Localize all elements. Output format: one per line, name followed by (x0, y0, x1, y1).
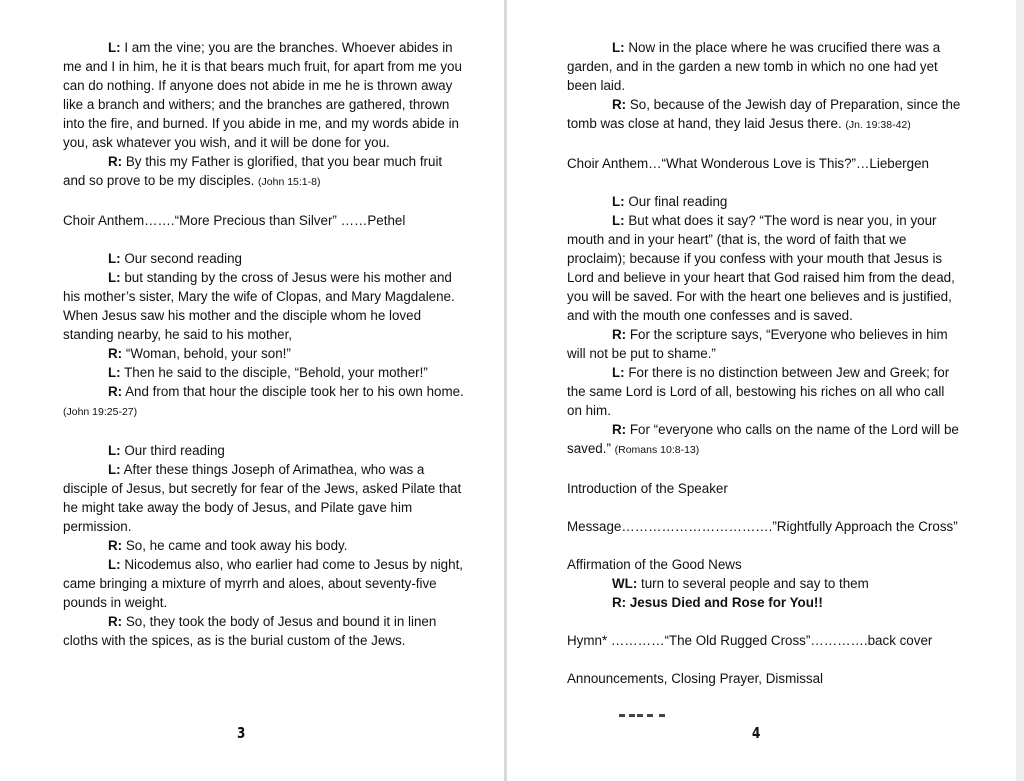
reading-text: Then he said to the disciple, “Behold, your mother!” (120, 365, 428, 380)
response-line (63, 382, 465, 422)
speaker-label: R: (612, 595, 627, 610)
scripture-citation: (John 19:25-27) (63, 406, 138, 418)
speaker-label: L: (108, 462, 121, 477)
speaker-label: WL: (612, 576, 638, 591)
speaker-label: L: (108, 270, 121, 285)
reading-text: Jesus Died and Rose for You!! (626, 595, 823, 610)
reading-text: For the scripture says, “Everyone who believes in him will not be put to shame.” (567, 327, 948, 361)
speaker-label: R: (108, 538, 123, 553)
response-line (63, 612, 465, 650)
leader-line (63, 441, 465, 460)
leader-line (63, 555, 465, 612)
speaker-label: L: (108, 365, 121, 380)
reading-text: So, because of the Jewish day of Preparation, since the tomb was close at hand, they laid Jesus there. (567, 97, 961, 131)
leader-line (63, 38, 465, 152)
affirmation-heading: Affirmation of the Good News (567, 557, 742, 572)
speaker-label: R: (108, 346, 123, 361)
reading-text: Nicodemus also, who earlier had come to Jesus by night, came bringing a mixture of myrrh and aloes, about seventy-five pounds in weight. (63, 557, 464, 610)
message-line: Message…………………………….”Rightfully Approach the Cross” (567, 519, 958, 534)
speaker-label: L: (108, 251, 121, 266)
reading-text: After these things Joseph of Arimathea, who was a disciple of Jesus, but secretly for fear of the Jews, asked Pilate that he might take away the body of Jesus, and Pilate gave him permission. (63, 462, 462, 534)
response-line (63, 344, 465, 363)
speaker-label: R: (612, 327, 627, 342)
page-edge (1016, 0, 1024, 781)
left-text-column (63, 38, 465, 650)
page-number: 4 (752, 724, 761, 742)
reading-text: By this my Father is glorified, that you bear much fruit and so prove to be my disciples. (63, 154, 443, 188)
speaker-label: L: (108, 557, 121, 572)
reading-text: For “everyone who calls on the name of the Lord will be saved.” (567, 422, 959, 456)
hymn-line: Hymn* …………“The Old Rugged Cross”………….back cover (567, 633, 933, 648)
speaker-label: L: (612, 213, 625, 228)
reading-text: Our second reading (120, 251, 242, 266)
choir-anthem-line: Choir Anthem…“What Wonderous Love is This?”…Liebergen (567, 156, 929, 171)
reading-text: but standing by the cross of Jesus were his mother and his mother’s sister, Mary the wife of Clopas, and Mary Magdalene. When Jesus saw his mother and the disciple whom he loved standing nearby, he said to his mother, (63, 270, 455, 342)
introduction-of-speaker: Introduction of the Speaker (567, 481, 728, 496)
reading-text: I am the vine; you are the branches. Whoever abides in me and I in him, he it is that bears much fruit, for apart from me you can do nothing. If anyone does not abide in me he is thrown away like a branch and withers; and the branches are gathered, thrown into the fire, and burned. If you abide in me, and my words abide in you, ask whatever you wish, and it will be done for you. (63, 40, 462, 150)
response-line (567, 95, 962, 135)
choir-anthem-line: Choir Anthem…….“More Precious than Silver” ……Pethel (63, 213, 406, 228)
speaker-label: R: (108, 384, 123, 399)
speaker-label: L: (612, 365, 625, 380)
reading-text: For there is no distinction between Jew and Greek; for the same Lord is Lord of all, bestowing his riches on all who call on him. (567, 365, 950, 418)
reading-text: Now in the place where he was crucified there was a garden, and in the garden a new tomb in which no one had yet been laid. (567, 40, 941, 93)
page-right (507, 0, 1024, 781)
speaker-label: L: (108, 443, 121, 458)
leader-line (63, 460, 465, 536)
response-line (567, 593, 962, 612)
leader-line (63, 268, 465, 344)
reading-text: So, he came and took away his body. (122, 538, 348, 553)
leader-line (567, 363, 962, 420)
leader-line (63, 363, 465, 382)
speaker-label: R: (612, 97, 627, 112)
speaker-label: R: (612, 422, 627, 437)
reading-text: But what does it say? “The word is near you, in your mouth and in your heart” (that is, the word of faith that we proclaim); because if you confess with your mouth that Jesus is Lord and believe in your heart that God raised him from the dead, you will be saved. For with the heart one believes and is justified, and with the mouth one confesses and is saved. (567, 213, 955, 323)
speaker-label: R: (108, 154, 123, 169)
right-text-column (567, 38, 962, 688)
reading-text: And from that hour the disciple took her to his own home. (122, 384, 464, 399)
reading-text: turn to several people and say to them (637, 576, 869, 591)
announcements-line: Announcements, Closing Prayer, Dismissal (567, 671, 824, 686)
response-line (63, 536, 465, 555)
leader-line (567, 211, 962, 325)
leader-line (63, 249, 465, 268)
response-line (567, 325, 962, 363)
scripture-citation: (John 15:1-8) (258, 176, 321, 188)
scripture-citation: (Romans 10:8-13) (614, 444, 700, 456)
speaker-label: R: (108, 614, 123, 629)
page-number: 3 (237, 724, 246, 742)
speaker-label: L: (612, 194, 625, 209)
leader-line (567, 38, 962, 95)
cut-off-text-fragment (615, 712, 673, 718)
reading-text: “Woman, behold, your son!” (122, 346, 291, 361)
leader-line (567, 192, 962, 211)
page-left (0, 0, 505, 781)
speaker-label: L: (612, 40, 625, 55)
scripture-citation: (Jn. 19:38-42) (845, 119, 911, 131)
reading-text: So, they took the body of Jesus and bound it in linen cloths with the spices, as is the burial custom of the Jews. (63, 614, 437, 648)
speaker-label: L: (108, 40, 121, 55)
response-line (63, 152, 465, 192)
reading-text: Our third reading (120, 443, 225, 458)
reading-text: Our final reading (624, 194, 728, 209)
worship-leader-line (567, 574, 962, 593)
response-line (567, 420, 962, 460)
